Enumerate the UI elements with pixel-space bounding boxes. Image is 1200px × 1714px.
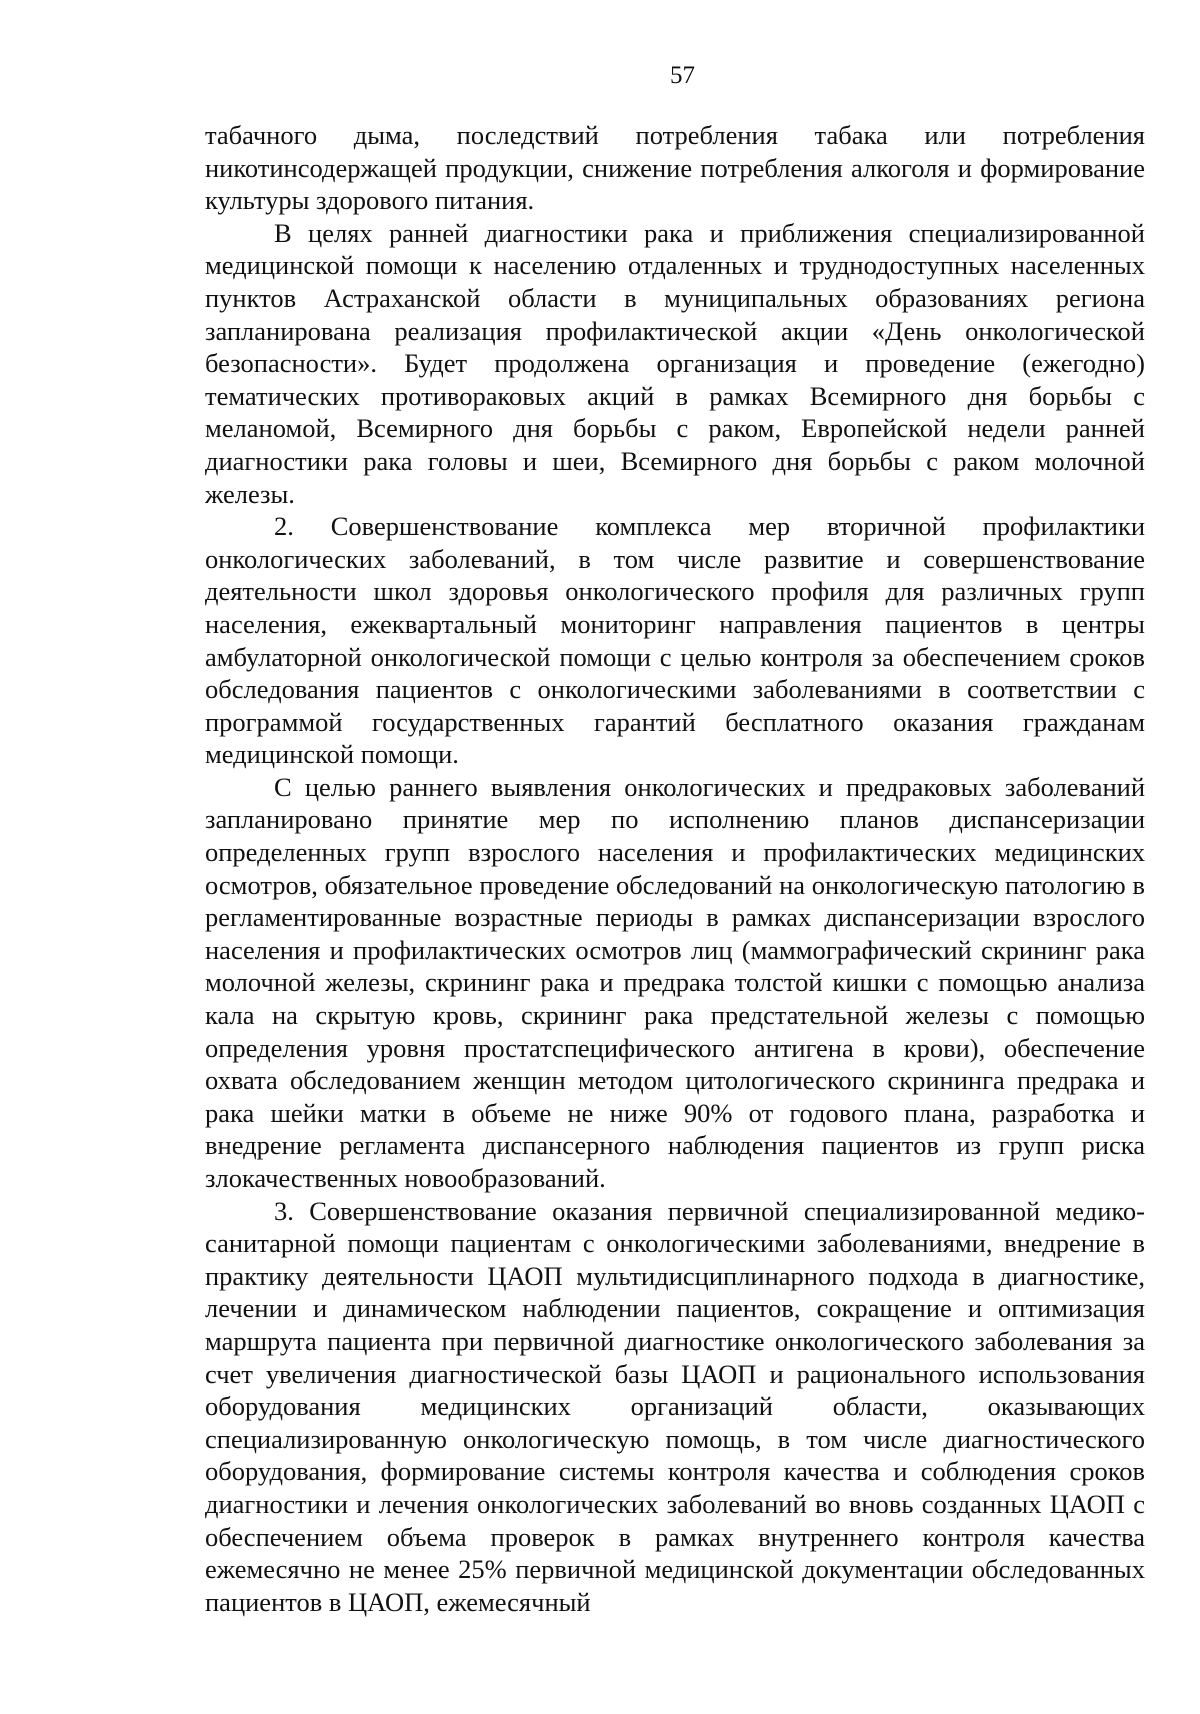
page-number: 57 xyxy=(670,62,695,89)
body-text xyxy=(205,119,1145,1618)
paragraph-screening: С целью раннего выявления онкологических и предраковых заболеваний запланировано принятие мер по исполнению планов диспансеризации определенных групп взрослого населения и профилактических медицинских осмотров, обязательное проведение обследований на онкологическую патологию в регламентированные возрастные периоды в рамках диспансеризации взрослого населения и профилактических осмотров лиц (маммографический скрининг рака молочной железы, скрининг рака и предрака толстой кишки с помощью анализа кала на скрытую кровь, скрининг рака предстательной железы с помощью определения уровня простатспецифического антигена в крови), обеспечение охвата обследованием женщин методом цитологического скрининга предрака и рака шейки матки в объеме не ниже 90% от годового плана, разработка и внедрение регламента диспансерного наблюдения пациентов из групп риска злокачественных новообразований. xyxy=(205,771,1145,1193)
paragraph-early-diagnosis: В целях ранней диагностики рака и приближения специализированной медицинской помощи к населению отдаленных и труднодоступных населенных пунктов Астраханской области в муниципальных образованиях региона запланирована реализация профилактической акции «День онкологической безопасности». Будет продолжена организация и проведение (ежегодно) тематических противораковых акций в рамках Всемирного дня борьбы с меланомой, Всемирного дня борьбы с раком, Европейской недели ранней диагностики рака головы и шеи, Всемирного дня борьбы с раком молочной железы. xyxy=(205,217,1145,509)
paragraph-item-3: 3. Совершенствование оказания первичной специализированной медико-санитарной помощи пациентам с онкологическими заболеваниями, внедрение в практику деятельности ЦАОП мультидисциплинарного подхода в диагностике, лечении и динамическом наблюдении пациентов, сокращение и оптимизация маршрута пациента при первичной диагностике онкологического заболевания за счет увеличения диагностической базы ЦАОП и рационального использования оборудования медицинских организаций области, оказывающих специализированную онкологическую помощь, в том числе диагностического оборудования, формирование системы контроля качества и соблюдения сроков диагностики и лечения онкологических заболеваний во вновь созданных ЦАОП с обеспечением объема проверок в рамках внутреннего контроля качества ежемесячно не менее 25% первичной медицинской документации обследованных пациентов в ЦАОП, ежемесячный xyxy=(205,1195,1145,1617)
paragraph-continuation: табачного дыма, последствий потребления табака или потребления никотинсодержащей продукции, снижение потребления алкоголя и формирование культуры здорового питания. xyxy=(205,120,1145,216)
paragraph-item-2: 2. Совершенствование комплекса мер вторичной профилактики онкологических заболеваний, в том числе развитие и совершенствование деятельности школ здоровья онкологического профиля для различных групп населения, ежеквартальный мониторинг направления пациентов в центры амбулаторной онкологической помощи с целью контроля за обеспечением сроков обследования пациентов с онкологическими заболеваниями в соответствии с программой государственных гарантий бесплатного оказания гражданам медицинской помощи. xyxy=(205,511,1145,770)
